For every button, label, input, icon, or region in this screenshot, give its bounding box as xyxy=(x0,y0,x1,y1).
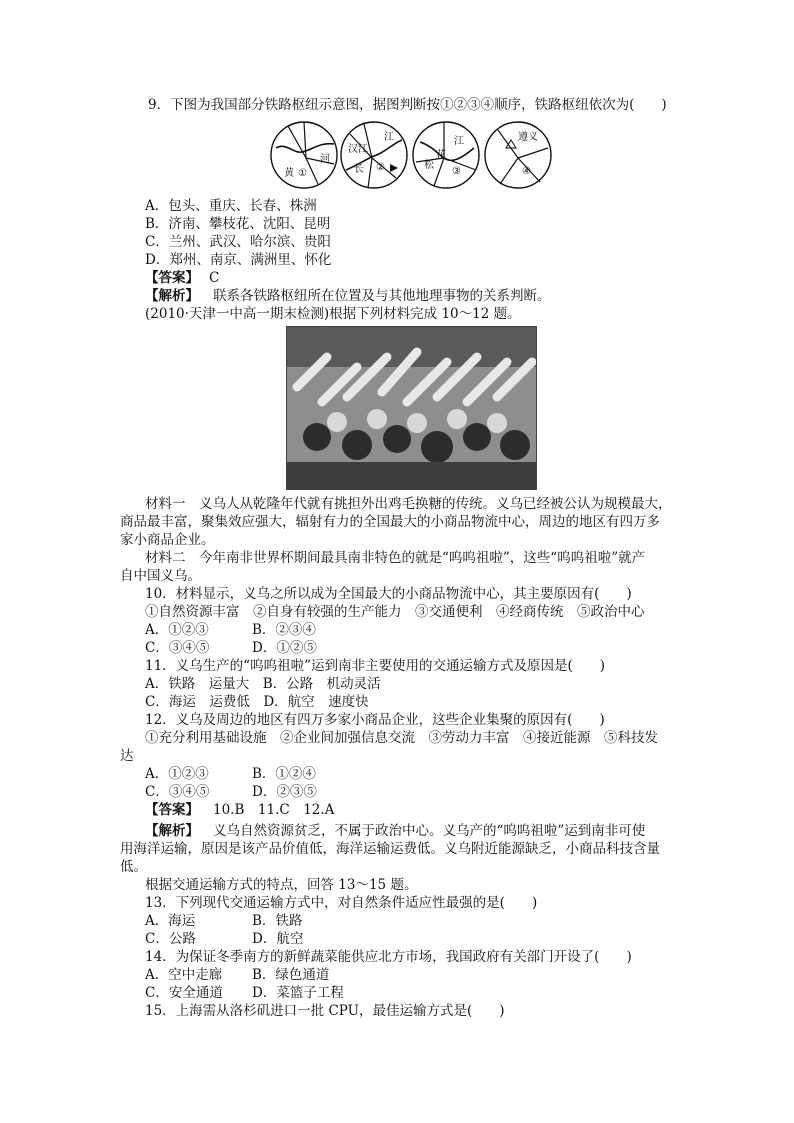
circle1-river-a: 河 xyxy=(320,154,330,165)
hub-circle-3 xyxy=(413,122,479,188)
circle2-river-b: 江 xyxy=(384,132,394,143)
material-line-1: 材料一 义乌人从乾隆年代就有挑担外出鸡毛换糖的传统。义乌已经被公认为规模最大， xyxy=(145,496,672,512)
circle3-river-b: 松 xyxy=(424,160,434,171)
material-line-4: 材料二 今年南非世界杯期间最具南非特色的就是“呜呜祖啦”，这些“呜呜祖啦”就产 xyxy=(145,550,646,566)
q14-option-d: D．菜篮子工程 xyxy=(252,985,344,1001)
circle1-river-b: 黄 xyxy=(284,168,294,179)
q13-option-c: C．公路 xyxy=(145,931,196,947)
q14-option-b: B．绿色通道 xyxy=(252,967,330,983)
question-14-stem: 14．为保证冬季南方的新鲜蔬菜能供应北方市场，我国政府有关部门开设了( ) xyxy=(145,949,632,965)
circle4-number: ④ xyxy=(522,166,531,177)
question-12-stem: 12．义乌及周边的地区有四万多家小商品企业，这些企业集聚的原因有( ) xyxy=(145,712,605,728)
q13-option-b: B．铁路 xyxy=(252,913,303,929)
material-line-5: 自中国义乌。 xyxy=(120,568,201,584)
q13-option-a: A．海运 xyxy=(145,913,196,929)
intro-13-15: 根据交通运输方式的特点，回答 13～15 题。 xyxy=(145,877,418,893)
question-10-stem: 10．材料显示，义乌之所以成为全国最大的小商品物流中心，其主要原因有( ) xyxy=(145,586,632,602)
circle2-river-a: 汉江 xyxy=(348,144,368,155)
q12-items-cont: 达 xyxy=(120,748,134,764)
analysis-10-12-label: 【解析】 xyxy=(145,823,199,839)
q13-option-d: D．航空 xyxy=(252,931,304,947)
circle3-river-a: 江 xyxy=(454,136,464,147)
question-11-stem: 11．义乌生产的“呜呜祖啦”运到南非主要使用的交通运输方式及原因是( ) xyxy=(145,658,606,674)
material-line-2: 商品最丰富，聚集效应强大，辐射有力的全国最大的小商品物流中心，周边的地区有四万多 xyxy=(120,514,660,530)
q12-items: ①充分利用基础设施 ②企业间加强信息交流 ③劳动力丰富 ④接近能源 ⑤科技发 xyxy=(145,730,658,746)
q10-option-c: C．③④⑤ xyxy=(145,640,210,656)
answers-10-12: 10.B 11.C 12.A xyxy=(213,802,335,818)
hub-circle-2 xyxy=(341,122,407,188)
q12-option-c: C．③④⑤ xyxy=(145,784,210,800)
q9-analysis-label: 【解析】 xyxy=(145,288,199,304)
circle2-number: ② xyxy=(376,162,385,173)
q10-option-b: B．②③④ xyxy=(252,622,316,638)
material-line-3: 家小商品企业。 xyxy=(120,532,215,548)
q12-option-d: D．②③⑤ xyxy=(252,784,317,800)
q11-options-row-2: C．海运 运费低 D．航空 速度快 xyxy=(145,694,369,710)
analysis-10-12-line-1: 义乌自然资源贫乏，不属于政治中心。义乌产的“呜呜祖啦”运到南非可使 xyxy=(213,823,646,839)
q9-option-b: B．济南、攀枝花、沈阳、昆明 xyxy=(145,216,331,232)
analysis-10-12-line-3: 低。 xyxy=(120,859,147,875)
q10-option-d: D．①②⑤ xyxy=(252,640,317,656)
q14-option-c: C．安全通道 xyxy=(145,985,223,1001)
q9-analysis: 联系各铁路枢纽所在位置及与其他地理事物的关系判断。 xyxy=(213,288,551,304)
q9-option-c: C．兰州、武汉、哈尔滨、贵阳 xyxy=(145,234,331,250)
crowd-photo xyxy=(286,326,537,490)
circle3-number: ③ xyxy=(452,166,461,177)
railway-hub-diagram xyxy=(268,118,554,192)
hub-circle-1 xyxy=(271,122,337,188)
hub-circle-4 xyxy=(485,122,551,188)
circle4-city: 遵义 xyxy=(518,132,538,143)
q9-answer: C xyxy=(209,270,220,286)
question-15-stem: 15．上海需从洛杉矶进口一批 CPU，最佳运输方式是( ) xyxy=(145,1003,505,1019)
q9-option-a: A．包头、重庆、长春、株洲 xyxy=(145,198,317,214)
crowd-photo-icon xyxy=(287,327,537,490)
answers-10-12-label: 【答案】 xyxy=(145,802,199,818)
question-13-stem: 13．下列现代交通运输方式中，对自然条件适应性最强的是( ) xyxy=(145,895,538,911)
q12-option-a: A．①②③ xyxy=(145,766,209,782)
question-9-stem: 9．下图为我国部分铁路枢纽示意图，据图判断按①②③④顺序，铁路枢纽依次为( ) xyxy=(148,97,667,113)
q12-option-b: B．①②④ xyxy=(252,766,316,782)
q11-options-row-1: A．铁路 运量大 B．公路 机动灵活 xyxy=(145,676,381,692)
analysis-10-12-line-2: 用海洋运输，原因是该产品价值低，海洋运输运费低。义乌附近能源缺乏，小商品科技含量 xyxy=(120,841,660,857)
q9-option-d: D．郑州、南京、满洲里、怀化 xyxy=(145,252,332,268)
intro-10-12: (2010·天津一中高一期末检测)根据下列材料完成 10～12 题。 xyxy=(145,306,521,322)
circle1-number: ① xyxy=(298,168,307,179)
circle3-river-c: 花 xyxy=(436,150,446,161)
q10-option-a: A．①②③ xyxy=(145,622,209,638)
q10-items: ①自然资源丰富 ②自身有较强的生产能力 ③交通便利 ④经商传统 ⑤政治中心 xyxy=(145,604,645,620)
q14-option-a: A．空中走廊 xyxy=(145,967,223,983)
circle2-river-c: 长 xyxy=(354,164,364,175)
q9-answer-label: 【答案】 xyxy=(145,270,199,286)
